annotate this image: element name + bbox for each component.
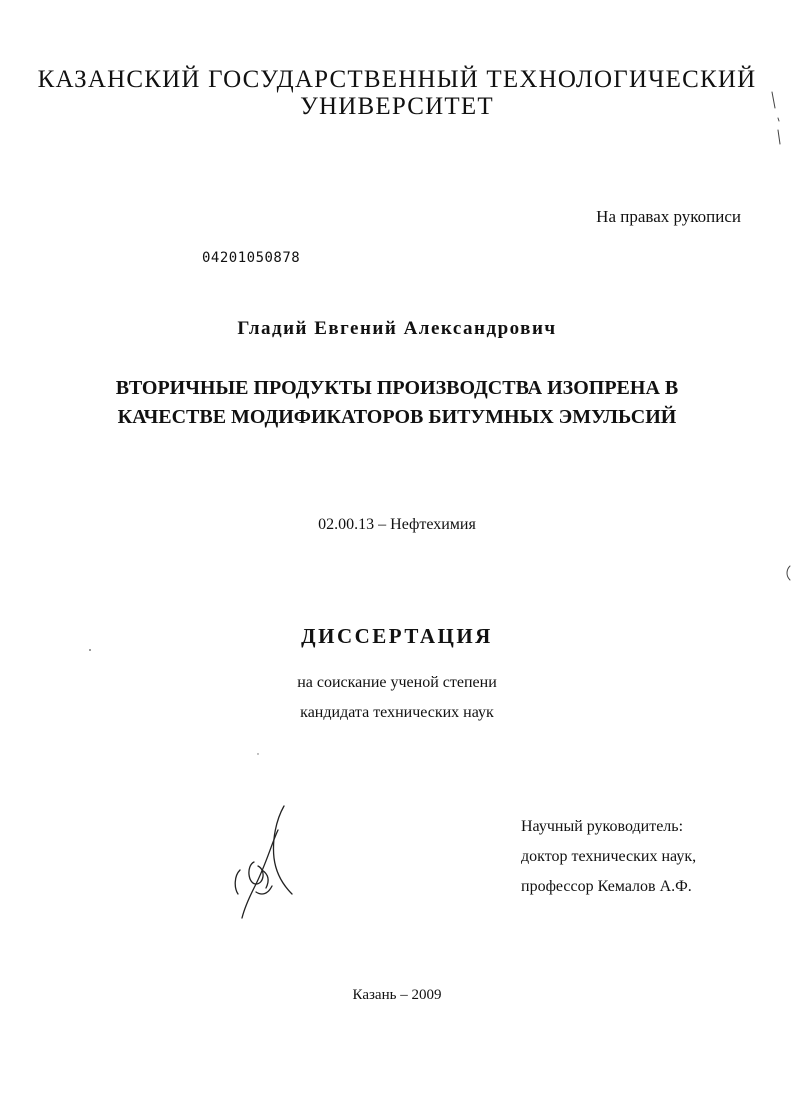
specialty-code: 02.00.13 – Нефтехимия [318, 516, 476, 533]
city-year: Казань – 2009 [352, 987, 442, 1003]
degree-line2: кандидата технических наук [300, 704, 494, 721]
advisor-degree: доктор технических наук, [521, 848, 697, 865]
document-type-heading: ДИССЕРТАЦИЯ [301, 624, 493, 648]
degree-line1: на соискание ученой степени [297, 674, 497, 691]
university-name-line2: УНИВЕРСИТЕТ [300, 93, 494, 120]
library-code: 04201050878 [202, 250, 301, 266]
manuscript-rights-note: На правах рукописи [596, 207, 741, 226]
advisor-label: Научный руководитель: [521, 818, 684, 835]
author-name: Гладий Евгений Александрович [237, 318, 557, 339]
thesis-title-line1: ВТОРИЧНЫЕ ПРОДУКТЫ ПРОИЗВОДСТВА ИЗОПРЕНА В [115, 377, 679, 399]
university-name-line1: КАЗАНСКИЙ ГОСУДАРСТВЕННЫЙ ТЕХНОЛОГИЧЕСКИЙ [37, 66, 757, 93]
thesis-title-line2: КАЧЕСТВЕ МОДИФИКАТОРОВ БИТУМНЫХ ЭМУЛЬСИЙ [117, 406, 677, 428]
advisor-name: профессор Кемалов А.Ф. [521, 878, 692, 895]
